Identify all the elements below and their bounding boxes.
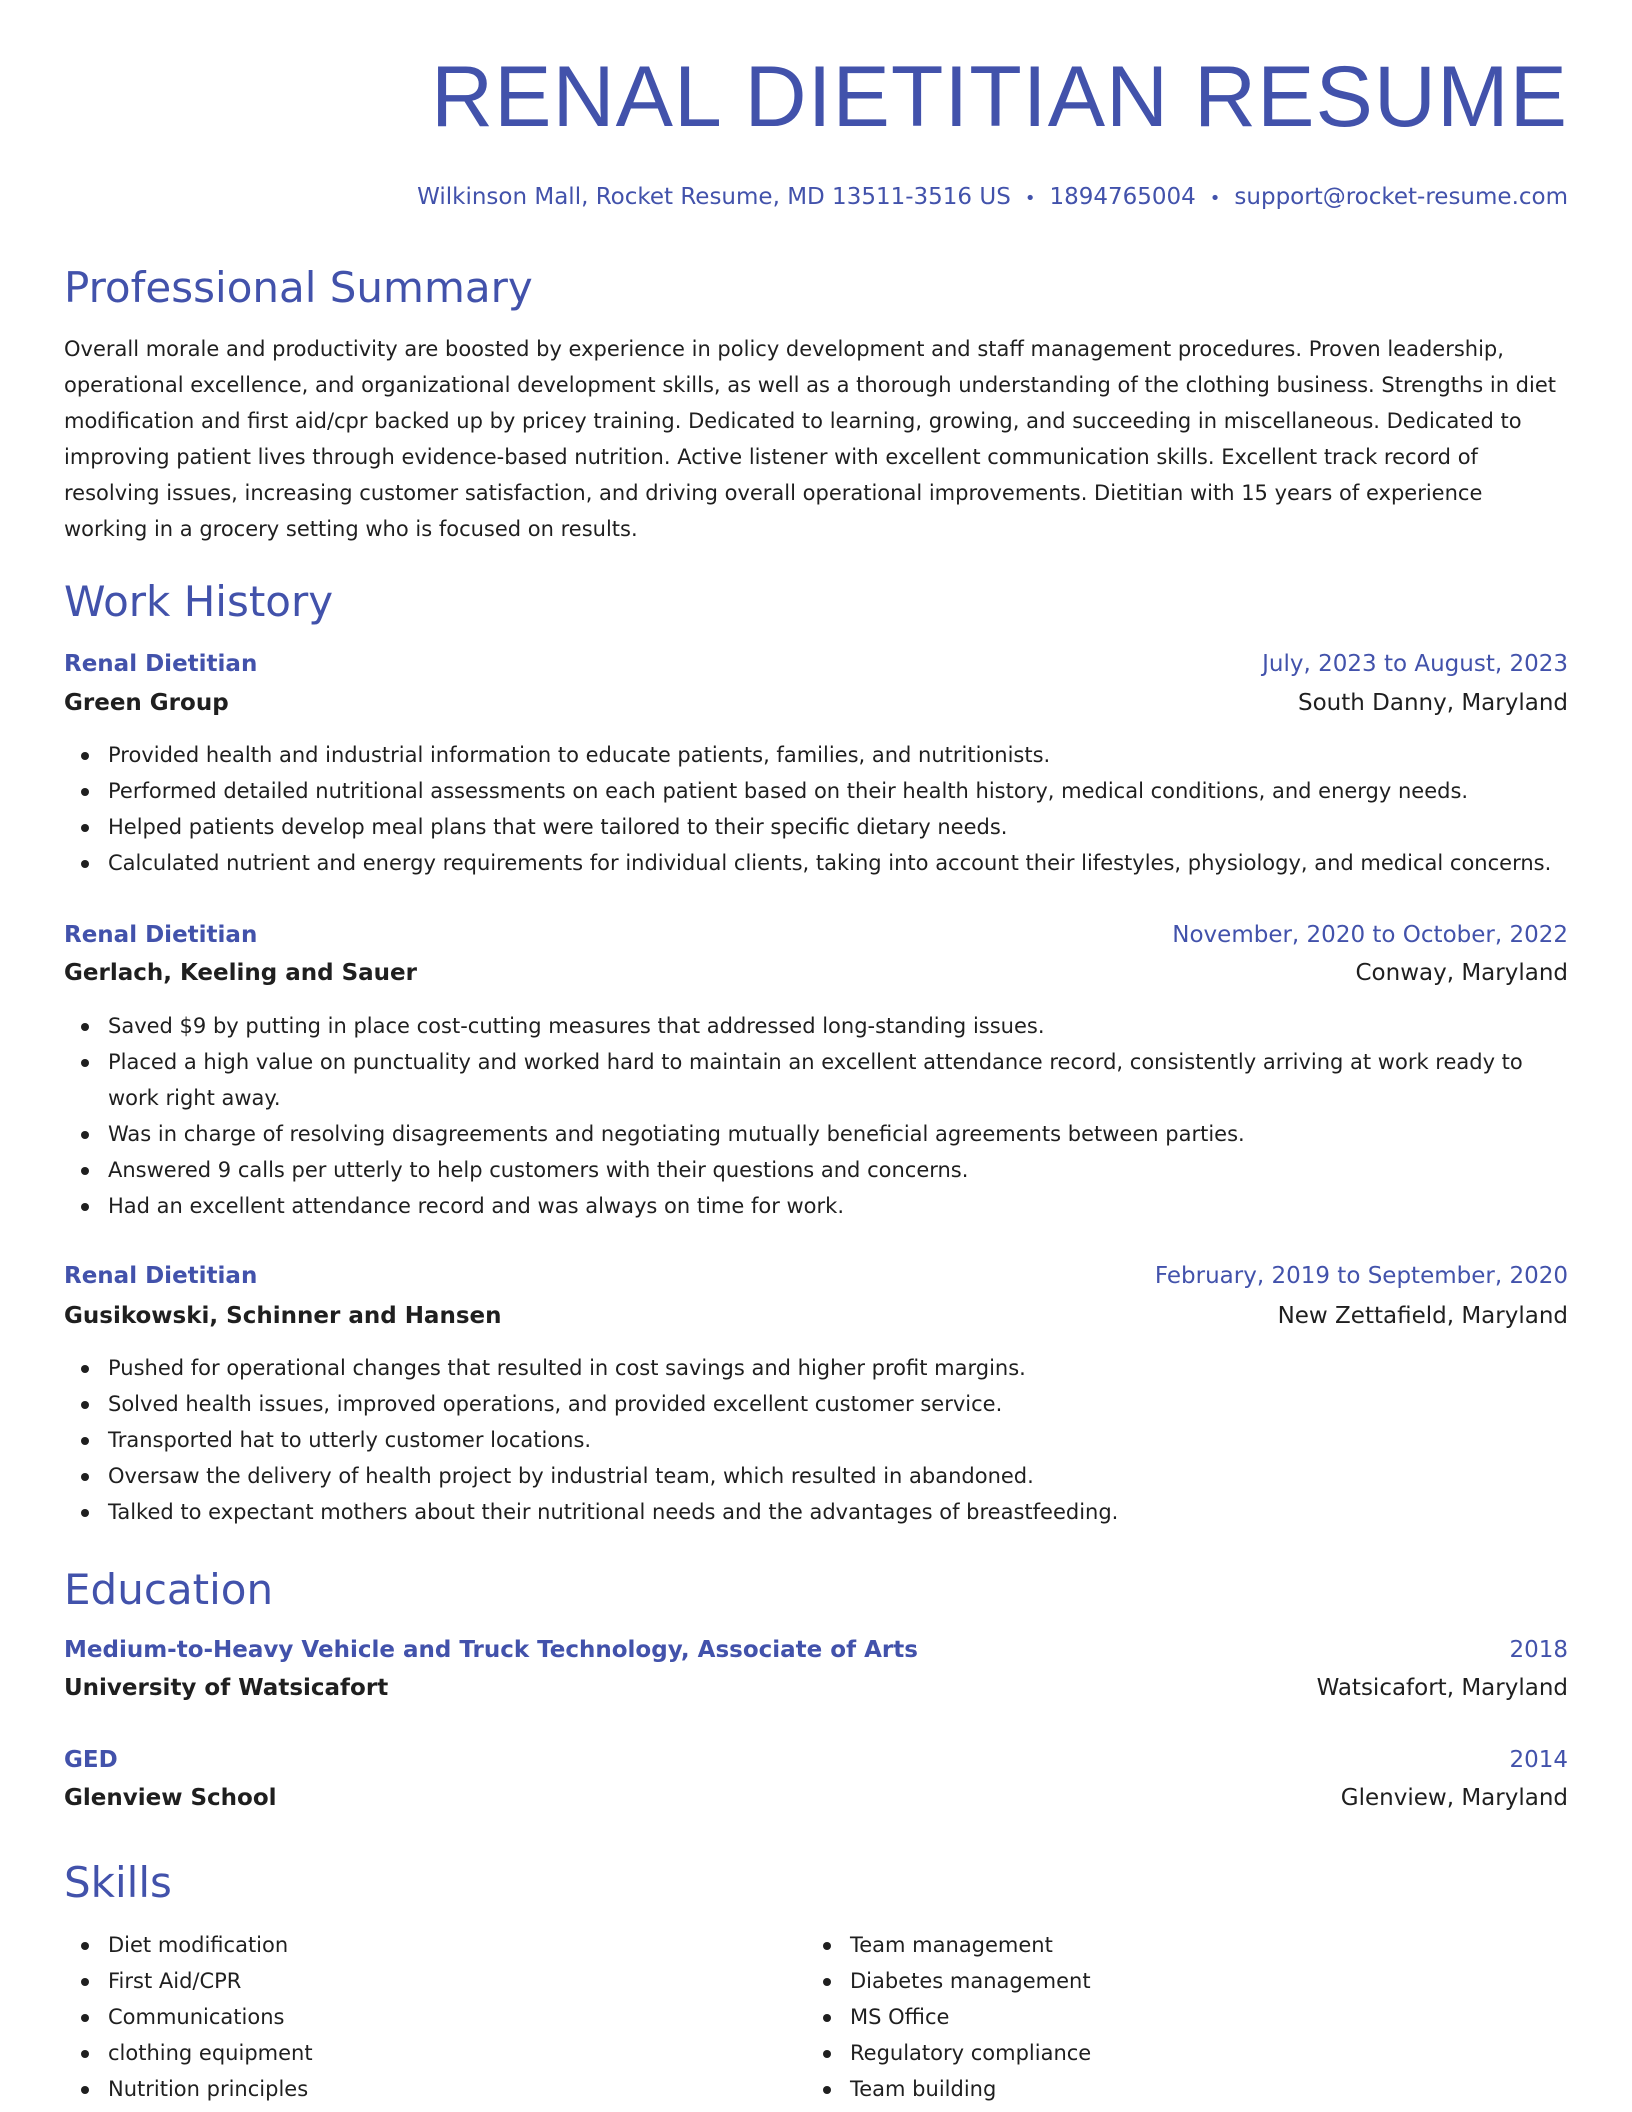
job-company: Green Group bbox=[64, 690, 229, 716]
skill-item: Nutrition principles bbox=[64, 2071, 1568, 2107]
job-role: Renal Dietitian bbox=[64, 651, 258, 677]
job-bullet: Provided health and industrial information to educate patients, families, and nutritionists. bbox=[64, 737, 1568, 773]
job-bullet: Performed detailed nutritional assessments on each patient based on their health history, medical conditions, and energy needs. bbox=[64, 773, 1568, 809]
job-bullet: Helped patients develop meal plans that were tailored to their specific dietary needs. bbox=[64, 809, 1568, 845]
education-header bbox=[64, 1634, 1568, 1666]
job-bullet: Was in charge of resolving disagreements and negotiating mutually beneficial agreements between parties. bbox=[64, 1116, 1568, 1152]
job-bullet-list bbox=[64, 737, 1568, 881]
job-bullet: Talked to expectant mothers about their nutritional needs and the advantages of breastfeeding. bbox=[64, 1494, 1568, 1530]
work-history-heading: Work History bbox=[64, 577, 334, 626]
resume-title: RENAL DIETITIAN RESUME bbox=[431, 49, 1568, 145]
job-bullet-list bbox=[64, 1008, 1568, 1224]
summary-heading: Professional Summary bbox=[64, 263, 533, 312]
job-subheader bbox=[64, 957, 1568, 989]
job-dates: November, 2020 to October, 2022 bbox=[1172, 922, 1568, 948]
education-location: Glenview, Maryland bbox=[1340, 1785, 1568, 1811]
job-header bbox=[64, 1260, 1568, 1292]
job-bullet-list bbox=[64, 1350, 1568, 1530]
contact-email: support@rocket-resume.com bbox=[1234, 184, 1568, 210]
education-header bbox=[64, 1744, 1568, 1776]
job-bullet: Pushed for operational changes that resulted in cost savings and higher profit margins. bbox=[64, 1350, 1568, 1386]
job-role: Renal Dietitian bbox=[64, 922, 258, 948]
job-subheader bbox=[64, 687, 1568, 719]
contact-separator: • bbox=[1209, 188, 1221, 209]
job-bullet: Calculated nutrient and energy requirements for individual clients, taking into account their lifestyles, physiology, and medical concerns. bbox=[64, 845, 1568, 881]
job-company: Gusikowski, Schinner and Hansen bbox=[64, 1303, 502, 1329]
skills-heading: Skills bbox=[64, 1858, 172, 1907]
education-school: University of Watsicafort bbox=[64, 1675, 389, 1701]
education-year: 2018 bbox=[1509, 1637, 1568, 1663]
education-year: 2014 bbox=[1509, 1747, 1568, 1773]
job-bullet: Saved $9 by putting in place cost-cutting measures that addressed long-standing issues. bbox=[64, 1008, 1568, 1044]
education-heading: Education bbox=[64, 1565, 274, 1614]
job-location: New Zettafield, Maryland bbox=[1277, 1303, 1568, 1329]
job-bullet: Placed a high value on punctuality and worked hard to maintain an excellent attendance record, consistently arriving at work ready to work right away. bbox=[64, 1044, 1568, 1116]
job-location: South Danny, Maryland bbox=[1297, 690, 1568, 716]
skills-list bbox=[806, 1927, 1632, 2107]
job-dates: July, 2023 to August, 2023 bbox=[1262, 651, 1568, 677]
skill-item: Team management bbox=[806, 1927, 1632, 1963]
education-location: Watsicafort, Maryland bbox=[1316, 1675, 1568, 1701]
education-degree: Medium-to-Heavy Vehicle and Truck Technology, Associate of Arts bbox=[64, 1637, 918, 1663]
contact-phone: 1894765004 bbox=[1049, 184, 1196, 210]
skill-item: Team building bbox=[806, 2071, 1632, 2107]
skill-item: Diet modification bbox=[64, 1927, 1568, 1963]
job-bullet: Oversaw the delivery of health project by industrial team, which resulted in abandoned. bbox=[64, 1458, 1568, 1494]
skill-item: Communications bbox=[64, 1999, 1568, 2035]
skill-item: Diabetes management bbox=[806, 1963, 1632, 1999]
job-bullet: Transported hat to utterly customer locations. bbox=[64, 1422, 1568, 1458]
job-dates: February, 2019 to September, 2020 bbox=[1154, 1263, 1568, 1289]
job-role: Renal Dietitian bbox=[64, 1263, 258, 1289]
education-school: Glenview School bbox=[64, 1785, 277, 1811]
job-bullet: Had an excellent attendance record and was always on time for work. bbox=[64, 1188, 1568, 1224]
skill-item: clothing equipment bbox=[64, 2035, 1568, 2071]
education-degree: GED bbox=[64, 1747, 118, 1773]
contact-address: Wilkinson Mall, Rocket Resume, MD 13511-3516 US bbox=[417, 184, 1011, 210]
job-company: Gerlach, Keeling and Sauer bbox=[64, 960, 417, 986]
job-header bbox=[64, 648, 1568, 680]
skill-item: Regulatory compliance bbox=[806, 2035, 1632, 2071]
job-bullet: Answered 9 calls per utterly to help customers with their questions and concerns. bbox=[64, 1152, 1568, 1188]
education-subheader bbox=[64, 1672, 1568, 1704]
job-bullet: Solved health issues, improved operations, and provided excellent customer service. bbox=[64, 1386, 1568, 1422]
skill-item: First Aid/CPR bbox=[64, 1963, 1568, 1999]
education-subheader bbox=[64, 1782, 1568, 1814]
skill-item: MS Office bbox=[806, 1999, 1632, 2035]
job-location: Conway, Maryland bbox=[1355, 960, 1568, 986]
contact-separator: • bbox=[1024, 188, 1036, 209]
summary-text: Overall morale and productivity are boosted by experience in policy development and staff management procedures. Proven leadership, operational excellence, and organizational development skills, as well as a thorough understanding of the clothing business. Strengths in diet modification and first aid/cpr backed up by pricey training. Dedicated to learning, growing, and succeeding in miscellaneous. Dedicated to improving patient lives through evidence-based nutrition. Active listener with excellent communication skills. Excellent track record of resolving issues, increasing customer satisfaction, and driving overall operational improvements. Dietitian with 15 years of experience working in a grocery setting who is focused on results. bbox=[64, 337, 1557, 541]
contact-line bbox=[417, 182, 1568, 214]
job-header bbox=[64, 919, 1568, 951]
job-subheader bbox=[64, 1300, 1568, 1332]
